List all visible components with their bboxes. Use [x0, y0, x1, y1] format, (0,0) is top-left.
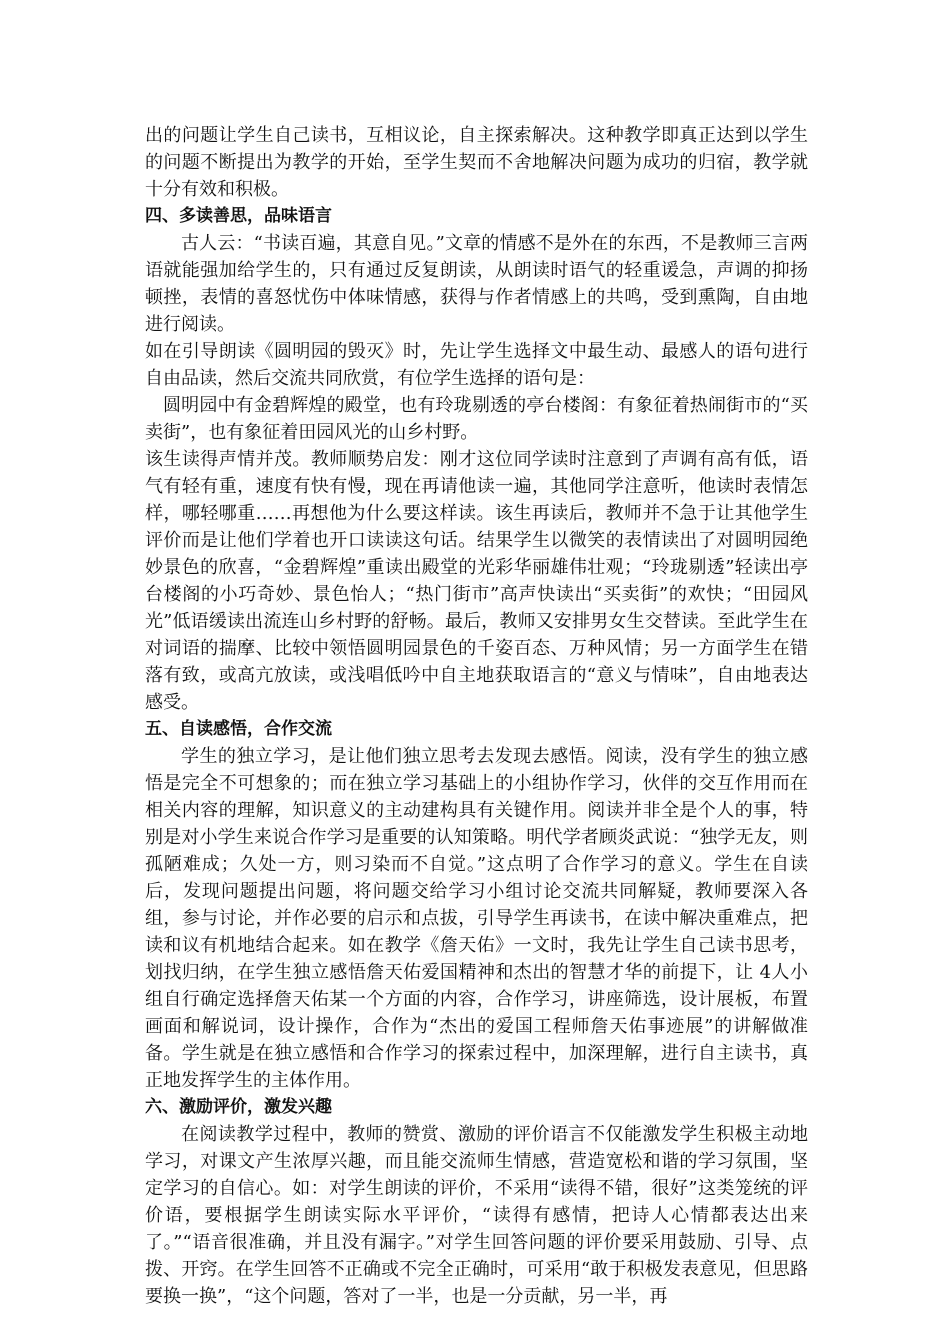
section-heading-5: 五、自读感悟，合作交流 [145, 719, 332, 739]
paragraph-6-1: 在阅读教学过程中，教师的赞赏、激励的评价语言不仅能激发学生积极主动地学习，对课文产生浓厚兴趣，而且能交流师生情感，营造宽松和谐的学习氛围，坚定学习的自信心。如：对学生朗读的评价，不采用“读得不错，很好”这类笼统的评价语，要根据学生朗读实际水平评价，“读得有感情，把诗人心情都表达出来了。”“语音很准确，并且没有漏字。”对学生回答问题的评价要采用鼓励、引导、点拨、开窍。在学生回答不正确或不完全正确时，可采用“敢于积极发表意见，但思路要换一换”，“这个问题，答对了一半，也是一分贡献，另一半，再 [145, 1124, 808, 1307]
document-page [145, 122, 808, 1310]
section-heading-6: 六、激励评价，激发兴趣 [145, 1097, 332, 1117]
paragraph-4-2: 如在引导朗读《圆明园的毁灭》时，先让学生选择文中最生动、最感人的语句进行自由品读，然后交流共同欣赏，有位学生选择的语句是： [145, 341, 808, 389]
paragraph-intro: 出的问题让学生自己读书，互相议论，自主探索解决。这种教学即真正达到以学生的问题不断提出为教学的开始，至学生契而不舍地解决问题为成功的归宿，教学就十分有效和积极。 [145, 125, 808, 200]
section-heading-4: 四、多读善思，品味语言 [145, 206, 332, 226]
paragraph-4-1: 古人云：“书读百遍，其意自见。”文章的情感不是外在的东西，不是教师三言两语就能强加给学生的，只有通过反复朗读，从朗读时语气的轻重谖急，声调的抑扬顿挫，表情的喜怒忧伤中体味情感，获得与作者情感上的共鸣，受到熏陶，自由地进行阅读。 [145, 233, 808, 335]
paragraph-4-quote: 圆明园中有金碧辉煌的殿堂，也有玲珑剔透的亭台楼阁：有象征着热闹街市的“买卖街”，也有象征着田园风光的山乡村野。 [145, 395, 808, 443]
paragraph-4-3: 该生读得声情并茂。教师顺势启发：刚才这位同学读时注意到了声调有高有低，语气有轻有重，速度有快有慢，现在再请他读一遍，其他同学注意听，他读时表情怎样，哪轻哪重……再想他为什么要这样读。该生再读后，教师并不急于让其他学生评价而是让他们学着也开口读读这句话。结果学生以微笑的表情读出了对圆明园绝妙景色的欣喜，“金碧辉煌”重读出殿堂的光彩华丽雄伟壮观；“玲珑剔透”轻读出亭台楼阁的小巧奇妙、景色怡人；“热门街市”高声快读出“买卖街”的欢快；“田园风光”低语缓读出流连山乡村野的舒畅。最后，教师又安排男女生交替读。至此学生在对词语的揣摩、比较中领悟圆明园景色的千姿百态、万种风情；另一方面学生在错落有致，或高亢放读，或浅唱低吟中自主地获取语言的“意义与情味”，自由地表达感受。 [145, 449, 808, 713]
paragraph-5-1: 学生的独立学习，是让他们独立思考去发现去感悟。阅读，没有学生的独立感悟是完全不可想象的；而在独立学习基础上的小组协作学习，伙伴的交互作用而在相关内容的理解，知识意义的主动建构具有关键作用。阅读并非全是个人的事，特别是对小学生来说合作学习是重要的认知策略。明代学者顾炎武说：“独学无友，则孤陋难成；久处一方，则习染而不自觉。”这点明了合作学习的意义。学生在自读后，发现问题提出问题，将问题交给学习小组讨论交流共同解疑，教师要深入各组，参与讨论，并作必要的启示和点拔，引导学生再读书，在读中解决重难点，把读和议有机地结合起来。如在教学《詹天佑》一文时，我先让学生自己读书思考，划找归纳，在学生独立感悟詹天佑爱国精神和杰出的智慧才华的前提下，让 4人小组自行确定选择詹天佑某一个方面的内容，合作学习，讲座筛选，设计展板，布置画面和解说词，设计操作，合作为“杰出的爱国工程师詹天佑事迹展”的讲解做准备。学生就是在独立感悟和合作学习的探索过程中，加深理解，进行自主读书，真正地发挥学生的主体作用。 [145, 746, 808, 1091]
